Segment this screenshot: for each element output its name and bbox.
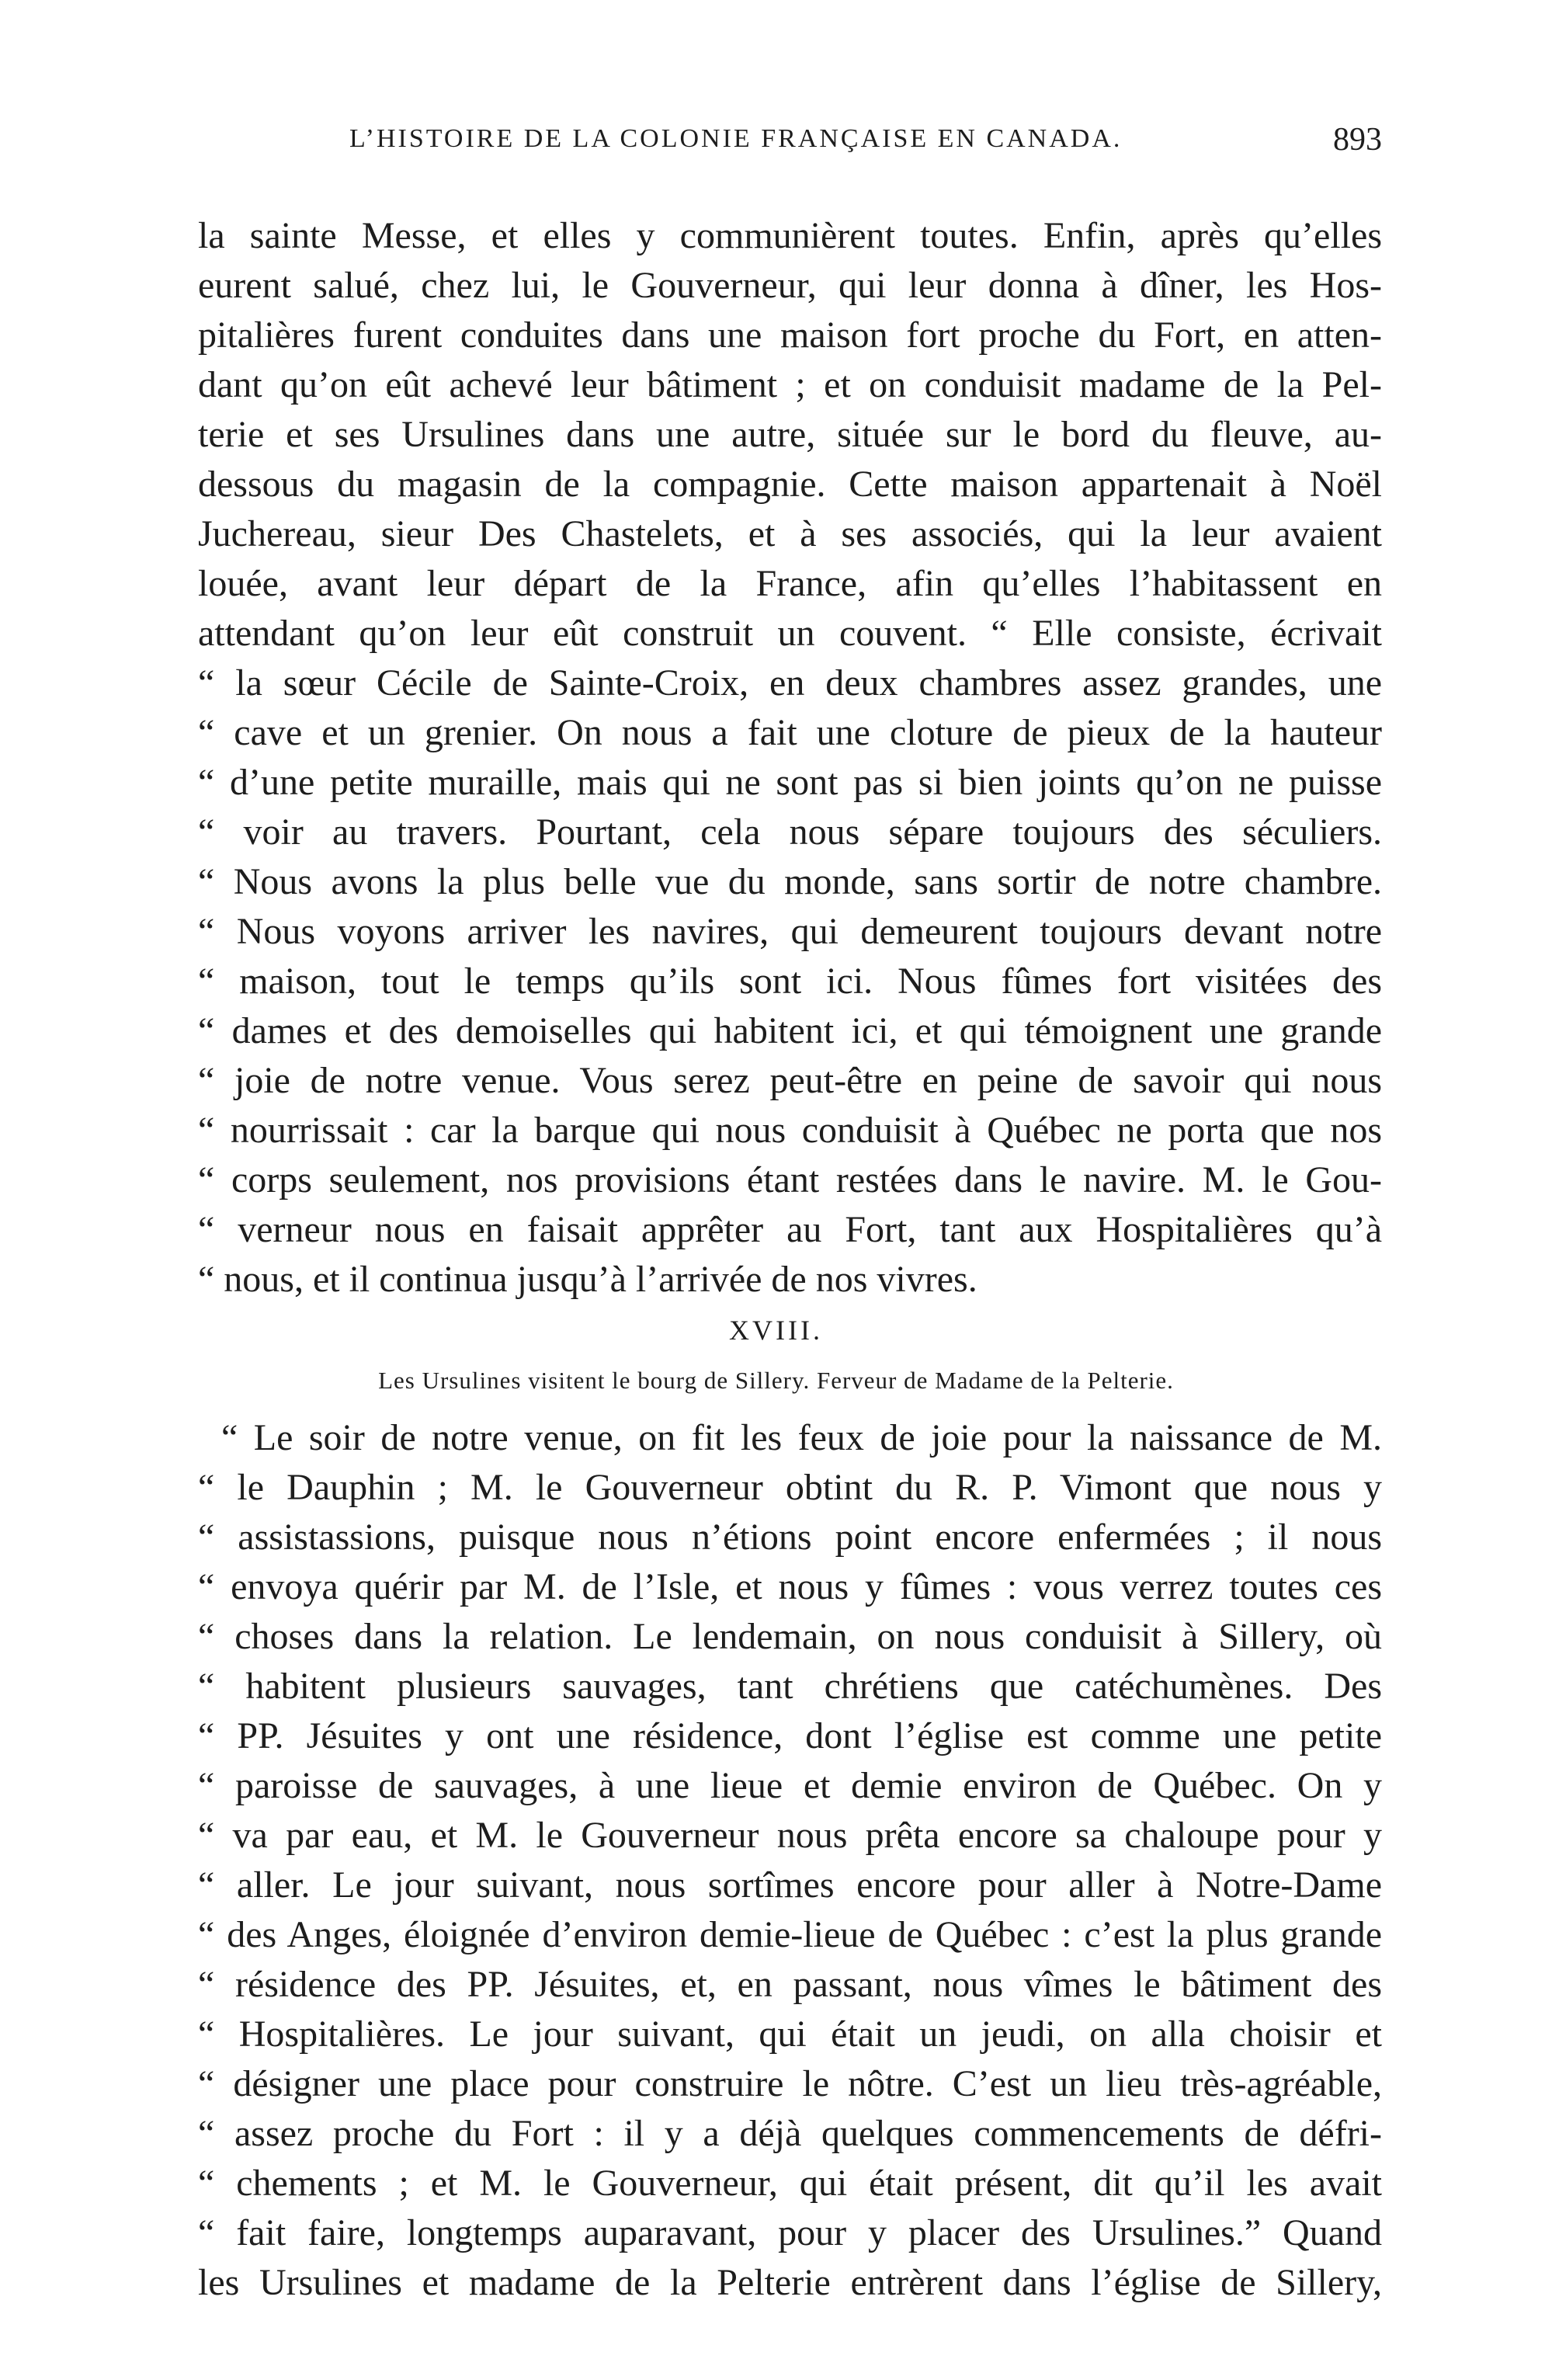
section-number: XVIII. [729, 1315, 823, 1346]
text-line: “ Le soir de notre venue, on fit les feux de joie pour la naissance de M. [221, 1417, 1382, 1458]
text-line: “ choses dans la relation. Le lendemain, on nous conduisit à Sillery, où [198, 1616, 1382, 1657]
text-line: “ habitent plusieurs sauvages, tant chrétiens que catéchumènes. Des [198, 1666, 1382, 1707]
text-line: “ joie de notre venue. Vous serez peut-être en peine de savoir qui nous [198, 1060, 1382, 1101]
text-line: “ cave et un grenier. On nous a fait une cloture de pieux de la hauteur [198, 712, 1382, 753]
text-line: Juchereau, sieur Des Chastelets, et à ses associés, qui la leur avaient [198, 513, 1382, 554]
text-line: “ des Anges, éloignée d’environ demie-lieue de Québec : c’est la plus grande [198, 1914, 1382, 1955]
text-line: “ assistassions, puisque nous n’étions point encore enfermées ; il nous [198, 1517, 1382, 1558]
running-head [186, 124, 1382, 171]
text-line: “ d’une petite muraille, mais qui ne sont pas si bien joints qu’on ne puisse [198, 762, 1382, 803]
text-line: “ nous, et il continua jusqu’à l’arrivée de nos vivres. [198, 1259, 977, 1300]
section-summary: Les Ursulines visitent le bourg de Sillery. Ferveur de Madame de la Pelterie. [378, 1367, 1174, 1394]
text-line: “ la sœur Cécile de Sainte-Croix, en deux chambres assez grandes, une [198, 662, 1382, 704]
paragraph-1 [198, 211, 1382, 1305]
text-line: “ maison, tout le temps qu’ils sont ici. Nous fûmes fort visitées des [198, 961, 1382, 1002]
text-line: attendant qu’on leur eût construit un couvent. “ Elle consiste, écrivait [198, 613, 1382, 654]
text-line: les Ursulines et madame de la Pelterie entrèrent dans l’église de Sillery, [198, 2262, 1382, 2303]
text-line: la sainte Messe, et elles y communièrent toutes. Enfin, après qu’elles [198, 215, 1382, 256]
text-line: “ Nous voyons arriver les navires, qui demeurent toujours devant notre [198, 911, 1382, 952]
text-line: “ résidence des PP. Jésuites, et, en passant, nous vîmes le bâtiment des [198, 1964, 1382, 2005]
text-line: “ PP. Jésuites y ont une résidence, dont l’église est comme une petite [198, 1715, 1382, 1756]
text-line: louée, avant leur départ de la France, afin qu’elles l’habitassent en [198, 563, 1382, 604]
paragraph-2 [198, 1413, 1382, 2308]
text-line: “ chements ; et M. le Gouverneur, qui était présent, dit qu’il les avait [198, 2163, 1382, 2204]
text-line: “ voir au travers. Pourtant, cela nous sépare toujours des séculiers. [198, 811, 1382, 853]
text-line: “ corps seulement, nos provisions étant restées dans le navire. M. le Gou- [198, 1159, 1382, 1200]
text-line: “ envoya quérir par M. de l’Isle, et nous y fûmes : vous verrez toutes ces [198, 1566, 1382, 1607]
text-line: “ aller. Le jour suivant, nous sortîmes encore pour aller à Notre-Dame [198, 1864, 1382, 1906]
text-line: pitalières furent conduites dans une maison fort proche du Fort, en atten- [198, 314, 1382, 356]
text-line: “ fait faire, longtemps auparavant, pour y placer des Ursulines.” Quand [198, 2212, 1382, 2253]
running-title: L’HISTOIRE DE LA COLONIE FRANÇAISE EN CANADA. [349, 124, 1123, 153]
text-line: “ paroisse de sauvages, à une lieue et demie environ de Québec. On y [198, 1765, 1382, 1806]
text-line: “ le Dauphin ; M. le Gouverneur obtint du R. P. Vimont que nous y [198, 1467, 1382, 1508]
text-line: eurent salué, chez lui, le Gouverneur, qui leur donna à dîner, les Hos- [198, 265, 1382, 306]
text-line: “ Nous avons la plus belle vue du monde, sans sortir de notre chambre. [198, 861, 1382, 902]
text-line: “ dames et des demoiselles qui habitent ici, et qui témoignent une grande [198, 1010, 1382, 1051]
text-line: dessous du magasin de la compagnie. Cette maison appartenait à Noël [198, 464, 1382, 505]
text-line: dant qu’on eût achevé leur bâtiment ; et on conduisit madame de la Pel- [198, 364, 1382, 405]
text-line: “ verneur nous en faisait apprêter au Fort, tant aux Hospitalières qu’à [198, 1209, 1382, 1250]
text-line: “ Hospitalières. Le jour suivant, qui était un jeudi, on alla choisir et [198, 2013, 1382, 2055]
text-line: terie et ses Ursulines dans une autre, située sur le bord du fleuve, au- [198, 414, 1382, 455]
text-line: “ va par eau, et M. le Gouverneur nous prêta encore sa chaloupe pour y [198, 1815, 1382, 1856]
text-line: “ nourrissait : car la barque qui nous conduisit à Québec ne porta que nos [198, 1110, 1382, 1151]
page-number: 893 [1333, 122, 1382, 158]
text-line: “ désigner une place pour construire le nôtre. C’est un lieu très-agréable, [198, 2063, 1382, 2104]
text-line: “ assez proche du Fort : il y a déjà quelques commencements de défri- [198, 2113, 1382, 2154]
